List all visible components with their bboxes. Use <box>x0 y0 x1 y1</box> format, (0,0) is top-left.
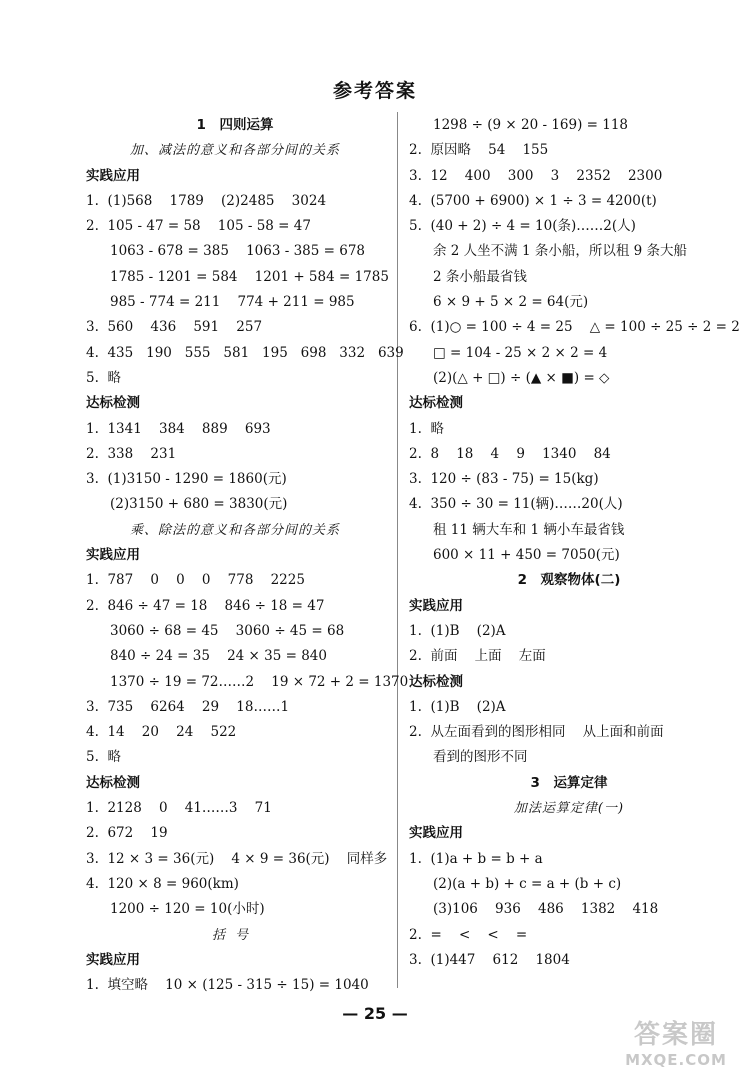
exercise-group-heading: 实践应用 <box>86 951 140 968</box>
answer-line-continued: 1298 ÷ (9 × 20 - 169) = 118 <box>433 117 629 133</box>
answer-line: 1. 2128 0 41……3 71 <box>86 800 272 817</box>
exercise-group-heading: 实践应用 <box>409 825 463 842</box>
subsection-heading: 乘、除法的意义和各部分间的关系 <box>129 522 340 538</box>
answer-line: 2. 338 231 <box>86 445 177 462</box>
page-title: 参考答案 <box>332 80 417 102</box>
subsection-heading: 加法运算定律(一) <box>513 801 625 817</box>
left-column <box>86 113 409 998</box>
answer-line-continued: 余 2 人坐不满 1 条小船，所以租 9 条大船 <box>433 243 688 260</box>
answer-line: 4. (5700 + 6900) × 1 ÷ 3 = 4200(t) <box>409 192 657 209</box>
answer-line-continued: 840 ÷ 24 = 35 24 × 35 = 840 <box>110 648 327 665</box>
answer-line-continued: 1200 ÷ 120 = 10(小时) <box>110 901 265 918</box>
section-heading: 2 观察物体(二) <box>517 572 621 589</box>
exercise-group-heading: 实践应用 <box>86 167 140 184</box>
answer-line-continued: 985 - 774 = 211 774 + 211 = 985 <box>110 294 355 311</box>
section-heading: 3 运算定律 <box>530 774 608 791</box>
column-divider <box>397 112 398 988</box>
exercise-group-heading: 达标检测 <box>86 395 140 412</box>
exercise-group-heading: 实践应用 <box>409 597 463 614</box>
answer-line: 2. 672 19 <box>86 825 168 842</box>
exercise-group-heading: 实践应用 <box>86 547 140 564</box>
answer-line-continued: 看到的图形不同 <box>433 749 528 766</box>
exercise-group-heading: 达标检测 <box>86 774 140 791</box>
answer-line: 3. (1)3150 - 1290 = 1860(元) <box>86 471 287 488</box>
exercise-group-heading: 达标检测 <box>409 673 463 690</box>
watermark-text: 答案圈 <box>633 1020 718 1050</box>
answer-line: 2. 846 ÷ 47 = 18 846 ÷ 18 = 47 <box>86 597 325 614</box>
answer-line: 1. 1341 384 889 693 <box>86 420 271 437</box>
answer-line: 2. = < < = <box>409 926 528 943</box>
answer-line: 1. (1)B (2)A <box>409 622 506 639</box>
answer-line-continued: 1785 - 1201 = 584 1201 + 584 = 1785 <box>110 268 389 285</box>
right-column <box>409 113 740 973</box>
section-heading: 1 四则运算 <box>196 117 274 133</box>
answer-line: 3. 12 × 3 = 36(元) 4 × 9 = 36(元) 同样多 <box>86 850 388 867</box>
answer-line: 2. 从左面看到的图形相同 从上面和前面 <box>409 724 664 741</box>
answer-line: 1. 略 <box>409 420 444 437</box>
answer-line: 4. 435 190 555 581 195 698 332 639 <box>86 344 404 361</box>
answer-line: 3. (1)447 612 1804 <box>409 951 570 968</box>
answer-line-continued: 6 × 9 + 5 × 2 = 64(元) <box>433 294 589 311</box>
exercise-group-heading: 达标检测 <box>409 395 463 412</box>
answer-line: 2. 105 - 47 = 58 105 - 58 = 47 <box>86 218 311 235</box>
answer-line-continued: 2 条小船最省钱 <box>433 268 527 285</box>
answer-line: 2. 前面 上面 左面 <box>409 648 546 665</box>
answer-line-continued: 1063 - 678 = 385 1063 - 385 = 678 <box>110 243 366 260</box>
answer-line-continued: 租 11 辆大车和 1 辆小车最省钱 <box>433 521 625 538</box>
answer-line: 3. 120 ÷ (83 - 75) = 15(kg) <box>409 471 599 488</box>
answer-line: 4. 14 20 24 522 <box>86 724 237 741</box>
answer-line: 4. 120 × 8 = 960(km) <box>86 875 239 892</box>
answer-line-continued: (2)3150 + 680 = 3830(元) <box>110 496 288 513</box>
answer-line: 3. 735 6264 29 18……1 <box>86 698 290 715</box>
answer-line-continued: (2)(a + b) + c = a + (b + c) <box>433 875 622 892</box>
answer-line: 1. (1)B (2)A <box>409 698 506 715</box>
answer-line-continued: (2)(△ + □) ÷ (▲ × ■) = ◇ <box>433 369 610 386</box>
answer-line: 1. (1)568 1789 (2)2485 3024 <box>86 192 327 209</box>
answer-line: 3. 12 400 300 3 2352 2300 <box>409 167 663 184</box>
answer-line: 1. 787 0 0 0 778 2225 <box>86 572 305 589</box>
answer-line: 3. 560 436 591 257 <box>86 319 263 336</box>
answer-line-continued: 3060 ÷ 68 = 45 3060 ÷ 45 = 68 <box>110 622 345 639</box>
answer-line: 5. 略 <box>86 369 121 386</box>
page-number: — 25 — <box>342 1004 408 1023</box>
subsection-heading: 加、减法的意义和各部分间的关系 <box>129 143 340 159</box>
answer-line-continued: □ = 104 - 25 × 2 × 2 = 4 <box>433 344 608 361</box>
answer-line: 2. 原因略 54 155 <box>409 142 549 159</box>
answer-line: 6. (1)○ = 100 ÷ 4 = 25 △ = 100 ÷ 25 ÷ 2 = 2 <box>409 319 740 336</box>
subsection-heading: 括号 <box>211 927 258 943</box>
answer-line: 1. (1)a + b = b + a <box>409 850 543 867</box>
answer-line: 1. 填空略 10 × (125 - 315 ÷ 15) = 1040 <box>86 977 369 994</box>
answer-line-continued: 1370 ÷ 19 = 72……2 19 × 72 + 2 = 1370 <box>110 673 409 690</box>
watermark-logo <box>610 1014 742 1069</box>
answer-line: 4. 350 ÷ 30 = 11(辆)……20(人) <box>409 496 623 513</box>
answer-line: 5. (40 + 2) ÷ 4 = 10(条)……2(人) <box>409 218 636 235</box>
answer-line-continued: (3)106 936 486 1382 418 <box>433 901 659 918</box>
answer-line-continued: 600 × 11 + 450 = 7050(元) <box>433 547 620 564</box>
watermark-url: MXQE.COM <box>625 1051 727 1069</box>
answer-line: 5. 略 <box>86 749 121 766</box>
answer-line: 2. 8 18 4 9 1340 84 <box>409 445 611 462</box>
